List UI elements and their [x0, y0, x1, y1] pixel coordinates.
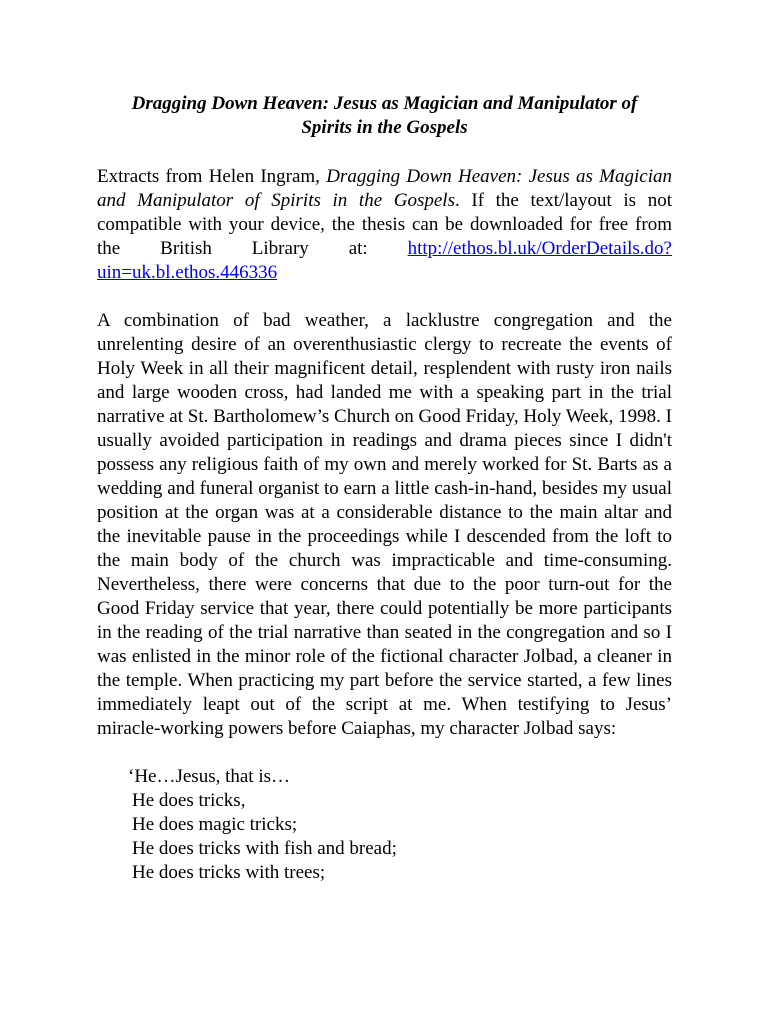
script-verse — [97, 765, 672, 885]
intro-middle: . If the text/layout is not compatible with your device, the thesis can be downloaded for free from the British Library at: — [97, 190, 672, 259]
verse-line: He does tricks, — [132, 790, 246, 811]
verse-line: He does tricks with trees; — [132, 862, 326, 883]
thesis-download-link[interactable]: http://ethos.bl.uk/OrderDetails.do?uin=uk.bl.ethos.446336 — [97, 238, 672, 283]
title-line-1: Dragging Down Heaven: Jesus as Magician and Manipulator of — [131, 93, 638, 114]
verse-line: He does tricks with fish and bread; — [132, 838, 397, 859]
document-title — [97, 92, 672, 140]
body-paragraph: A combination of bad weather, a lacklustre congregation and the unrelenting desire of an overenthusiastic clergy to recreate the events of Holy Week in all their magnificent detail, resplendent with rusty iron nails and large wooden cross, had landed me with a speaking part in the trial narrative at St. Bartholomew’s Church on Good Friday, Holy Week, 1998. I usually avoided participation in readings and drama pieces since I didn't possess any religious faith of my own and merely worked for St. Barts as a wedding and funeral organist to earn a little cash-in-hand, besides my usual position at the organ was at a considerable distance to the main altar and the inevitable pause in the proceedings while I descended from the loft to the main body of the church was impracticable and time-consuming. Nevertheless, there were concerns that due to the poor turn-out for the Good Friday service that year, there could potentially be more participants in the reading of the trial narrative than seated in the congregation and so I was enlisted in the minor role of the fictional character Jolbad, a cleaner in the temple. When practicing my part before the service started, a few lines immediately leapt out of the script at me. When testifying to Jesus’ miracle-working powers before Caiaphas, my character Jolbad says: — [97, 310, 672, 739]
verse-line: ‘He…Jesus, that is… — [128, 766, 291, 787]
verse-line: He does magic tricks; — [132, 814, 298, 835]
intro-book-title: Dragging Down Heaven: Jesus as Magician and Manipulator of Spirits in the Gospels — [97, 166, 672, 211]
intro-paragraph — [97, 165, 672, 285]
intro-prefix: Extracts from Helen Ingram, — [97, 166, 327, 187]
title-line-2: Spirits in the Gospels — [301, 117, 468, 138]
document-page — [97, 92, 672, 885]
